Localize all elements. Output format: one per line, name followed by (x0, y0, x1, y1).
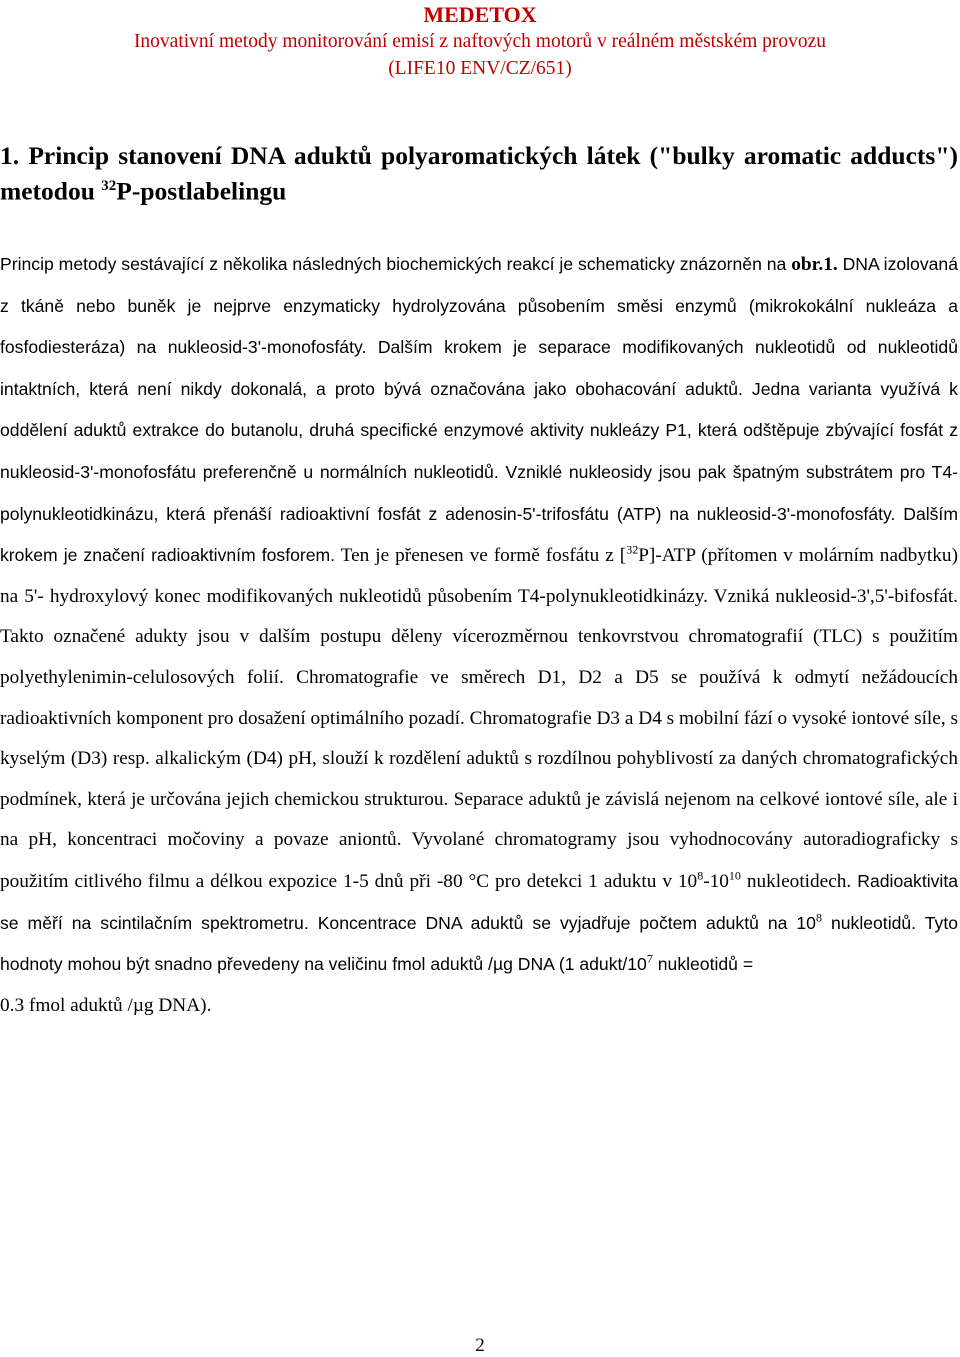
sentence: Dalším krokem je značení radioaktivním fosforem. (0, 503, 958, 566)
sentence: Vzniklé nukleosidy jsou pak špatným substrátem pro T4-polynukleotidkinázu, která přenáší radioaktivní fosfát z adenosin-5'-trifosfátu (ATP) na nukleosid-3'-monofosfáty. (0, 461, 958, 524)
sentence: nukleotidů. (821, 912, 917, 933)
sentence: nukleotidech. (740, 870, 852, 892)
superscript: 32 (626, 542, 639, 557)
sentence: nukleotidů = (652, 954, 754, 975)
section-heading-text-end: P-postlabelingu (116, 176, 287, 206)
sentence: Chromatografie D3 a D4 s mobilní fází o vysoké iontové síle, s kyselým (D3) resp. alkalickým (D4) pH, slouží k rozdělení aduktů s rozdílnou pohyblivostí za daných chromatografických podmínek, která je určována jejich chemickou strukturou. (0, 707, 958, 810)
section-heading-text: Princip stanovení DNA aduktů polyaromatických látek ("bulky aromatic adducts") metodou (0, 141, 958, 206)
superscript: 8 (815, 910, 822, 925)
section-number: 1. (0, 141, 20, 170)
project-title: MEDETOX (423, 2, 537, 27)
isotope-superscript: 32 (101, 178, 117, 194)
sentence: -10 (703, 870, 729, 892)
sentence: Koncentrace DNA aduktů se vyjadřuje počtem aduktů na 10 (308, 912, 816, 933)
superscript: 8 (697, 868, 704, 883)
sentence: Jedna varianta využívá k oddělení aduktů extrakce do butanolu, druhá specifické enzymové aktivity nukleázy P1, která odštěpuje zbývající fosfát z nukleosid-3'-monofosfátu preferenčně u normálních nukleotidů. (0, 378, 958, 482)
sentence: P]-ATP (přítomen v molárním nadbytku) na 5'- hydroxylový konec modifikovaných nukleotidů působením T4-polynukleotidkinázy. (0, 545, 958, 607)
sentence: Vyvolané chromatogramy jsou vyhodnocovány autoradiograficky s použitím citlivého filmu a délkou expozice 1-5 dnů při -80 °C pro detekci 1 aduktu v 10 (0, 829, 958, 892)
sentence: Vzniká nukleosid-3',5'-bifosfát. (707, 585, 959, 607)
sentence: Princip metody sestávající z několika následných biochemických reakcí je schematicky znázorněn na (0, 254, 792, 274)
sentence: Tyto hodnoty mohou být snadno převedeny na veličinu fmol aduktů /µg DNA (1 adukt/10 (0, 912, 958, 975)
sentence: Chromatografie ve směrech D1, D2 a D5 se používá k odmytí nežádoucích radioaktivních komponent pro dosažení optimálního pozadí. (0, 666, 958, 729)
superscript: 10 (728, 868, 741, 883)
sentence: Takto označené adukty jsou v dalším postupu děleny vícerozměrnou tenkovrstvou chromatografií (TLC) s použitím polyethylenimin-celulosových folií. (0, 626, 958, 688)
superscript: 7 (646, 951, 653, 966)
sentence: 0.3 fmol aduktů /µg DNA). (0, 994, 212, 1016)
project-subtitle: Inovativní metody monitorování emisí z naftových motorů v reálném městském provozu (133, 31, 827, 52)
sentence: Radioaktivita se měří na scintilačním spektrometru. (0, 870, 958, 933)
sentence: Ten je přenesen ve formě fosfátu z [ (335, 545, 627, 567)
figure-reference: obr.1. (791, 254, 838, 275)
sentence: Dalším krokem je separace modifikovaných nukleotidů od nukleotidů intaktních, která není nikdy dokonalá, a proto bývá označována jako obohacování aduktů. (0, 337, 958, 399)
sentence: DNA izolovaná z tkáně nebo buněk je nejprve enzymaticky hydrolyzována působením směsi enzymů (mikrokokální nukleáza a fosfodiesteráza) na nukleosid-3'-monofosfáty. (0, 254, 958, 358)
page-number: 2 (475, 1335, 485, 1356)
document-header (0, 0, 960, 82)
section-heading (0, 140, 958, 207)
project-code: (LIFE10 ENV/CZ/651) (388, 58, 572, 79)
sentence: Separace aduktů je závislá nejenom na celkové iontové síle, ale i na pH, koncentraci močoviny a povaze aniontů. (0, 788, 959, 851)
body-paragraph (0, 244, 958, 1026)
